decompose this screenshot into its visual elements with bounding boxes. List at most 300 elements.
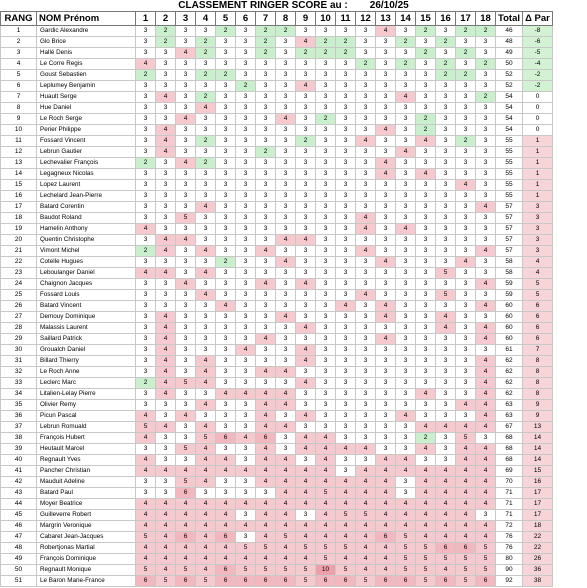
hole-score-cell: 3 (396, 48, 416, 59)
hole-score-cell: 3 (316, 70, 336, 81)
hole-score-cell: 4 (196, 268, 216, 279)
hole-score-cell: 4 (456, 510, 476, 521)
hole-score-cell: 3 (416, 455, 436, 466)
hole-score-cell: 2 (256, 48, 276, 59)
hole-score-cell: 3 (476, 169, 496, 180)
hole-score-cell: 3 (396, 488, 416, 499)
hole-score-cell: 3 (336, 125, 356, 136)
hole-score-cell: 3 (316, 125, 336, 136)
hole-score-cell: 4 (236, 554, 256, 565)
rank-cell: 9 (1, 114, 37, 125)
hole-score-cell: 3 (256, 114, 276, 125)
hole-score-cell: 3 (276, 180, 296, 191)
delta-par-cell: 14 (523, 444, 553, 455)
delta-par-cell: 17 (523, 510, 553, 521)
hole-score-cell: 3 (416, 246, 436, 257)
header-hole: 10 (316, 12, 336, 26)
hole-score-cell: 4 (156, 246, 176, 257)
rank-cell: 41 (1, 466, 37, 477)
hole-score-cell: 4 (376, 521, 396, 532)
hole-score-cell: 2 (196, 136, 216, 147)
hole-score-cell: 3 (316, 92, 336, 103)
hole-score-cell: 3 (156, 70, 176, 81)
hole-score-cell: 4 (416, 499, 436, 510)
hole-score-cell: 4 (176, 235, 196, 246)
hole-score-cell: 3 (316, 180, 336, 191)
hole-score-cell: 5 (296, 565, 316, 576)
hole-score-cell: 3 (396, 323, 416, 334)
hole-score-cell: 4 (176, 114, 196, 125)
hole-score-cell: 5 (476, 554, 496, 565)
table-header (1, 12, 553, 26)
hole-score-cell: 3 (336, 466, 356, 477)
hole-score-cell: 3 (356, 26, 376, 37)
hole-score-cell: 3 (396, 301, 416, 312)
hole-score-cell: 3 (276, 378, 296, 389)
header-hole: 2 (156, 12, 176, 26)
total-cell: 68 (496, 433, 523, 444)
hole-score-cell: 3 (396, 356, 416, 367)
delta-par-cell: 6 (523, 323, 553, 334)
hole-score-cell: 3 (476, 235, 496, 246)
hole-score-cell: 3 (276, 268, 296, 279)
hole-score-cell: 3 (356, 334, 376, 345)
hole-score-cell: 4 (296, 433, 316, 444)
total-cell: 63 (496, 400, 523, 411)
hole-score-cell: 4 (416, 477, 436, 488)
rank-cell: 50 (1, 565, 37, 576)
total-cell: 46 (496, 26, 523, 37)
hole-score-cell: 4 (196, 554, 216, 565)
hole-score-cell: 4 (196, 367, 216, 378)
delta-par-cell: 1 (523, 136, 553, 147)
hole-score-cell: 5 (276, 565, 296, 576)
hole-score-cell: 3 (396, 312, 416, 323)
hole-score-cell: 3 (476, 268, 496, 279)
hole-score-cell: 4 (336, 488, 356, 499)
hole-score-cell: 3 (376, 444, 396, 455)
hole-score-cell: 4 (216, 389, 236, 400)
rank-cell: 18 (1, 213, 37, 224)
hole-score-cell: 3 (416, 37, 436, 48)
hole-score-cell: 4 (156, 312, 176, 323)
hole-score-cell: 5 (336, 543, 356, 554)
hole-score-cell: 3 (156, 224, 176, 235)
player-name-cell: Legagneux Nicolas (37, 169, 136, 180)
hole-score-cell: 2 (216, 26, 236, 37)
delta-par-cell: 8 (523, 378, 553, 389)
hole-score-cell: 3 (216, 125, 236, 136)
hole-score-cell: 3 (416, 323, 436, 334)
hole-score-cell: 5 (416, 543, 436, 554)
hole-score-cell: 4 (376, 554, 396, 565)
total-cell: 59 (496, 290, 523, 301)
hole-score-cell: 3 (396, 103, 416, 114)
hole-score-cell: 4 (476, 455, 496, 466)
hole-score-cell: 3 (376, 389, 396, 400)
hole-score-cell: 3 (176, 103, 196, 114)
hole-score-cell: 4 (156, 136, 176, 147)
hole-score-cell: 3 (236, 114, 256, 125)
hole-score-cell: 3 (176, 400, 196, 411)
rank-cell: 49 (1, 554, 37, 565)
hole-score-cell: 3 (396, 81, 416, 92)
hole-score-cell: 3 (376, 433, 396, 444)
hole-score-cell: 6 (216, 576, 236, 587)
table-row (1, 488, 553, 499)
hole-score-cell: 3 (396, 433, 416, 444)
hole-score-cell: 4 (276, 488, 296, 499)
hole-score-cell: 2 (456, 26, 476, 37)
hole-score-cell: 3 (316, 279, 336, 290)
rank-cell: 12 (1, 147, 37, 158)
hole-score-cell: 4 (476, 334, 496, 345)
delta-par-cell: 5 (523, 279, 553, 290)
hole-score-cell: 3 (196, 488, 216, 499)
hole-score-cell: 3 (476, 81, 496, 92)
hole-score-cell: 3 (476, 158, 496, 169)
hole-score-cell: 4 (456, 257, 476, 268)
table-row (1, 301, 553, 312)
hole-score-cell: 3 (156, 279, 176, 290)
delta-par-cell: 8 (523, 367, 553, 378)
title-heading: CLASSEMENT RINGER SCORE au : (178, 0, 348, 11)
hole-score-cell: 3 (296, 59, 316, 70)
rank-cell: 37 (1, 422, 37, 433)
hole-score-cell: 3 (376, 367, 396, 378)
hole-score-cell: 3 (456, 81, 476, 92)
table-row (1, 554, 553, 565)
hole-score-cell: 5 (336, 510, 356, 521)
hole-score-cell: 3 (396, 345, 416, 356)
hole-score-cell: 4 (256, 400, 276, 411)
delta-par-cell: 5 (523, 290, 553, 301)
hole-score-cell: 5 (396, 543, 416, 554)
hole-score-cell: 3 (316, 411, 336, 422)
hole-score-cell: 3 (196, 411, 216, 422)
hole-score-cell: 3 (396, 268, 416, 279)
hole-score-cell: 3 (256, 213, 276, 224)
delta-par-cell: -6 (523, 37, 553, 48)
hole-score-cell: 3 (436, 103, 456, 114)
hole-score-cell: 3 (176, 125, 196, 136)
hole-score-cell: 4 (456, 400, 476, 411)
hole-score-cell: 3 (256, 70, 276, 81)
hole-score-cell: 2 (136, 70, 156, 81)
hole-score-cell: 3 (416, 301, 436, 312)
hole-score-cell: 6 (256, 433, 276, 444)
hole-score-cell: 3 (316, 378, 336, 389)
hole-score-cell: 3 (236, 279, 256, 290)
hole-score-cell: 3 (236, 488, 256, 499)
hole-score-cell: 3 (296, 169, 316, 180)
table-row (1, 477, 553, 488)
hole-score-cell: 4 (416, 169, 436, 180)
hole-score-cell: 3 (176, 246, 196, 257)
hole-score-cell: 3 (456, 191, 476, 202)
hole-score-cell: 5 (176, 477, 196, 488)
hole-score-cell: 3 (416, 345, 436, 356)
hole-score-cell: 4 (296, 279, 316, 290)
hole-score-cell: 3 (436, 202, 456, 213)
hole-score-cell: 2 (136, 246, 156, 257)
table-row (1, 499, 553, 510)
total-cell: 62 (496, 367, 523, 378)
hole-score-cell: 4 (476, 411, 496, 422)
hole-score-cell: 4 (296, 499, 316, 510)
hole-score-cell: 4 (276, 400, 296, 411)
hole-score-cell: 4 (196, 532, 216, 543)
total-cell: 62 (496, 378, 523, 389)
hole-score-cell: 4 (256, 510, 276, 521)
table-row (1, 26, 553, 37)
table-row (1, 202, 553, 213)
hole-score-cell: 3 (276, 279, 296, 290)
table-row (1, 279, 553, 290)
total-cell: 55 (496, 147, 523, 158)
hole-score-cell: 3 (376, 246, 396, 257)
hole-score-cell: 5 (176, 565, 196, 576)
hole-score-cell: 4 (376, 477, 396, 488)
hole-score-cell: 3 (276, 334, 296, 345)
hole-score-cell: 3 (456, 59, 476, 70)
hole-score-cell: 4 (176, 48, 196, 59)
hole-score-cell: 3 (176, 59, 196, 70)
hole-score-cell: 3 (356, 103, 376, 114)
hole-score-cell: 2 (196, 37, 216, 48)
player-name-cell: Litalien-Lelay Pierre (37, 389, 136, 400)
hole-score-cell: 6 (216, 433, 236, 444)
total-cell: 55 (496, 136, 523, 147)
delta-par-cell: 1 (523, 147, 553, 158)
hole-score-cell: 3 (216, 378, 236, 389)
table-row (1, 345, 553, 356)
hole-score-cell: 3 (456, 312, 476, 323)
hole-score-cell: 3 (156, 202, 176, 213)
hole-score-cell: 5 (456, 433, 476, 444)
hole-score-cell: 3 (376, 235, 396, 246)
hole-score-cell: 3 (356, 268, 376, 279)
hole-score-cell: 3 (336, 59, 356, 70)
hole-score-cell: 3 (476, 114, 496, 125)
hole-score-cell: 3 (396, 290, 416, 301)
hole-score-cell: 3 (316, 81, 336, 92)
hole-score-cell: 3 (336, 92, 356, 103)
hole-score-cell: 2 (456, 70, 476, 81)
hole-score-cell: 3 (256, 158, 276, 169)
hole-score-cell: 3 (216, 136, 236, 147)
hole-score-cell: 4 (256, 422, 276, 433)
hole-score-cell: 3 (156, 290, 176, 301)
hole-score-cell: 4 (456, 455, 476, 466)
hole-score-cell: 3 (276, 356, 296, 367)
hole-score-cell: 3 (336, 224, 356, 235)
hole-score-cell: 3 (196, 147, 216, 158)
hole-score-cell: 3 (316, 367, 336, 378)
hole-score-cell: 3 (436, 246, 456, 257)
hole-score-cell: 3 (176, 433, 196, 444)
rank-cell: 11 (1, 136, 37, 147)
total-cell: 57 (496, 224, 523, 235)
hole-score-cell: 4 (416, 136, 436, 147)
table-row (1, 389, 553, 400)
hole-score-cell: 3 (416, 257, 436, 268)
hole-score-cell: 3 (356, 48, 376, 59)
hole-score-cell: 3 (216, 422, 236, 433)
hole-score-cell: 4 (356, 499, 376, 510)
table-row (1, 70, 553, 81)
player-name-cell: Le Baron Marie-France (37, 576, 136, 587)
hole-score-cell: 3 (296, 400, 316, 411)
hole-score-cell: 3 (196, 389, 216, 400)
hole-score-cell: 2 (256, 26, 276, 37)
hole-score-cell: 3 (156, 114, 176, 125)
hole-score-cell: 4 (436, 477, 456, 488)
hole-score-cell: 5 (476, 543, 496, 554)
hole-score-cell: 4 (376, 565, 396, 576)
player-name-cell: Chaignon Jacques (37, 279, 136, 290)
hole-score-cell: 3 (296, 202, 316, 213)
hole-score-cell: 4 (176, 499, 196, 510)
hole-score-cell: 4 (256, 444, 276, 455)
hole-score-cell: 3 (456, 224, 476, 235)
hole-score-cell: 5 (156, 576, 176, 587)
table-row (1, 125, 553, 136)
hole-score-cell: 3 (436, 136, 456, 147)
hole-score-cell: 4 (156, 499, 176, 510)
hole-score-cell: 2 (396, 59, 416, 70)
rank-cell: 36 (1, 411, 37, 422)
hole-score-cell: 5 (176, 444, 196, 455)
hole-score-cell: 3 (256, 81, 276, 92)
hole-score-cell: 3 (436, 147, 456, 158)
hole-score-cell: 4 (296, 235, 316, 246)
hole-score-cell: 3 (176, 323, 196, 334)
hole-score-cell: 4 (316, 521, 336, 532)
rank-cell: 46 (1, 521, 37, 532)
hole-score-cell: 4 (456, 180, 476, 191)
hole-score-cell: 3 (256, 356, 276, 367)
total-cell: 68 (496, 444, 523, 455)
hole-score-cell: 5 (416, 565, 436, 576)
hole-score-cell: 3 (396, 279, 416, 290)
player-name-cell: Robertjonas Martial (37, 543, 136, 554)
delta-par-cell: 36 (523, 565, 553, 576)
total-cell: 60 (496, 334, 523, 345)
hole-score-cell: 3 (216, 268, 236, 279)
hole-score-cell: 4 (196, 378, 216, 389)
total-cell: 71 (496, 499, 523, 510)
hole-score-cell: 5 (316, 554, 336, 565)
hole-score-cell: 4 (156, 125, 176, 136)
hole-score-cell: 3 (376, 356, 396, 367)
hole-score-cell: 5 (456, 576, 476, 587)
table-row (1, 521, 553, 532)
hole-score-cell: 3 (216, 411, 236, 422)
hole-score-cell: 4 (276, 521, 296, 532)
rank-cell: 38 (1, 433, 37, 444)
hole-score-cell: 4 (156, 554, 176, 565)
hole-score-cell: 3 (416, 411, 436, 422)
total-cell: 62 (496, 356, 523, 367)
table-row (1, 246, 553, 257)
hole-score-cell: 3 (476, 125, 496, 136)
total-cell: 72 (496, 521, 523, 532)
hole-score-cell: 4 (276, 554, 296, 565)
hole-score-cell: 3 (376, 81, 396, 92)
hole-score-cell: 3 (196, 334, 216, 345)
hole-score-cell: 3 (176, 356, 196, 367)
hole-score-cell: 3 (256, 312, 276, 323)
hole-score-cell: 3 (256, 488, 276, 499)
hole-score-cell: 3 (356, 70, 376, 81)
hole-score-cell: 3 (176, 334, 196, 345)
hole-score-cell: 3 (336, 202, 356, 213)
hole-score-cell: 2 (216, 257, 236, 268)
hole-score-cell: 4 (276, 367, 296, 378)
hole-score-cell: 4 (376, 312, 396, 323)
hole-score-cell: 3 (176, 455, 196, 466)
hole-score-cell: 3 (476, 103, 496, 114)
hole-score-cell: 2 (416, 48, 436, 59)
hole-score-cell: 4 (296, 477, 316, 488)
delta-par-cell: 7 (523, 345, 553, 356)
hole-score-cell: 3 (336, 81, 356, 92)
hole-score-cell: 3 (336, 70, 356, 81)
header-hole: 15 (416, 12, 436, 26)
rank-cell: 23 (1, 268, 37, 279)
hole-score-cell: 4 (396, 411, 416, 422)
hole-score-cell: 4 (476, 356, 496, 367)
rank-cell: 4 (1, 59, 37, 70)
player-name-cell: Lebrun Gautier (37, 147, 136, 158)
delta-par-cell: 3 (523, 224, 553, 235)
hole-score-cell: 4 (236, 433, 256, 444)
hole-score-cell: 3 (196, 279, 216, 290)
hole-score-cell: 3 (436, 213, 456, 224)
player-name-cell: Vimont Michel (37, 246, 136, 257)
table-row (1, 103, 553, 114)
hole-score-cell: 3 (296, 191, 316, 202)
table-row (1, 312, 553, 323)
hole-score-cell: 3 (416, 334, 436, 345)
hole-score-cell: 4 (256, 532, 276, 543)
hole-score-cell: 3 (176, 180, 196, 191)
hole-score-cell: 3 (436, 433, 456, 444)
hole-score-cell: 3 (216, 477, 236, 488)
hole-score-cell: 3 (236, 455, 256, 466)
header-hole: 17 (456, 12, 476, 26)
hole-score-cell: 4 (356, 246, 376, 257)
hole-score-cell: 3 (256, 202, 276, 213)
hole-score-cell: 3 (316, 191, 336, 202)
hole-score-cell: 3 (296, 334, 316, 345)
hole-score-cell: 4 (356, 213, 376, 224)
hole-score-cell: 4 (276, 389, 296, 400)
hole-score-cell: 3 (336, 246, 356, 257)
hole-score-cell: 3 (296, 180, 316, 191)
player-name-cell: Le Roch Serge (37, 114, 136, 125)
hole-score-cell: 4 (276, 510, 296, 521)
total-cell: 69 (496, 466, 523, 477)
hole-score-cell: 4 (276, 312, 296, 323)
hole-score-cell: 3 (436, 455, 456, 466)
hole-score-cell: 4 (196, 455, 216, 466)
hole-score-cell: 3 (236, 510, 256, 521)
hole-score-cell: 3 (376, 224, 396, 235)
hole-score-cell: 4 (356, 488, 376, 499)
total-cell: 58 (496, 268, 523, 279)
